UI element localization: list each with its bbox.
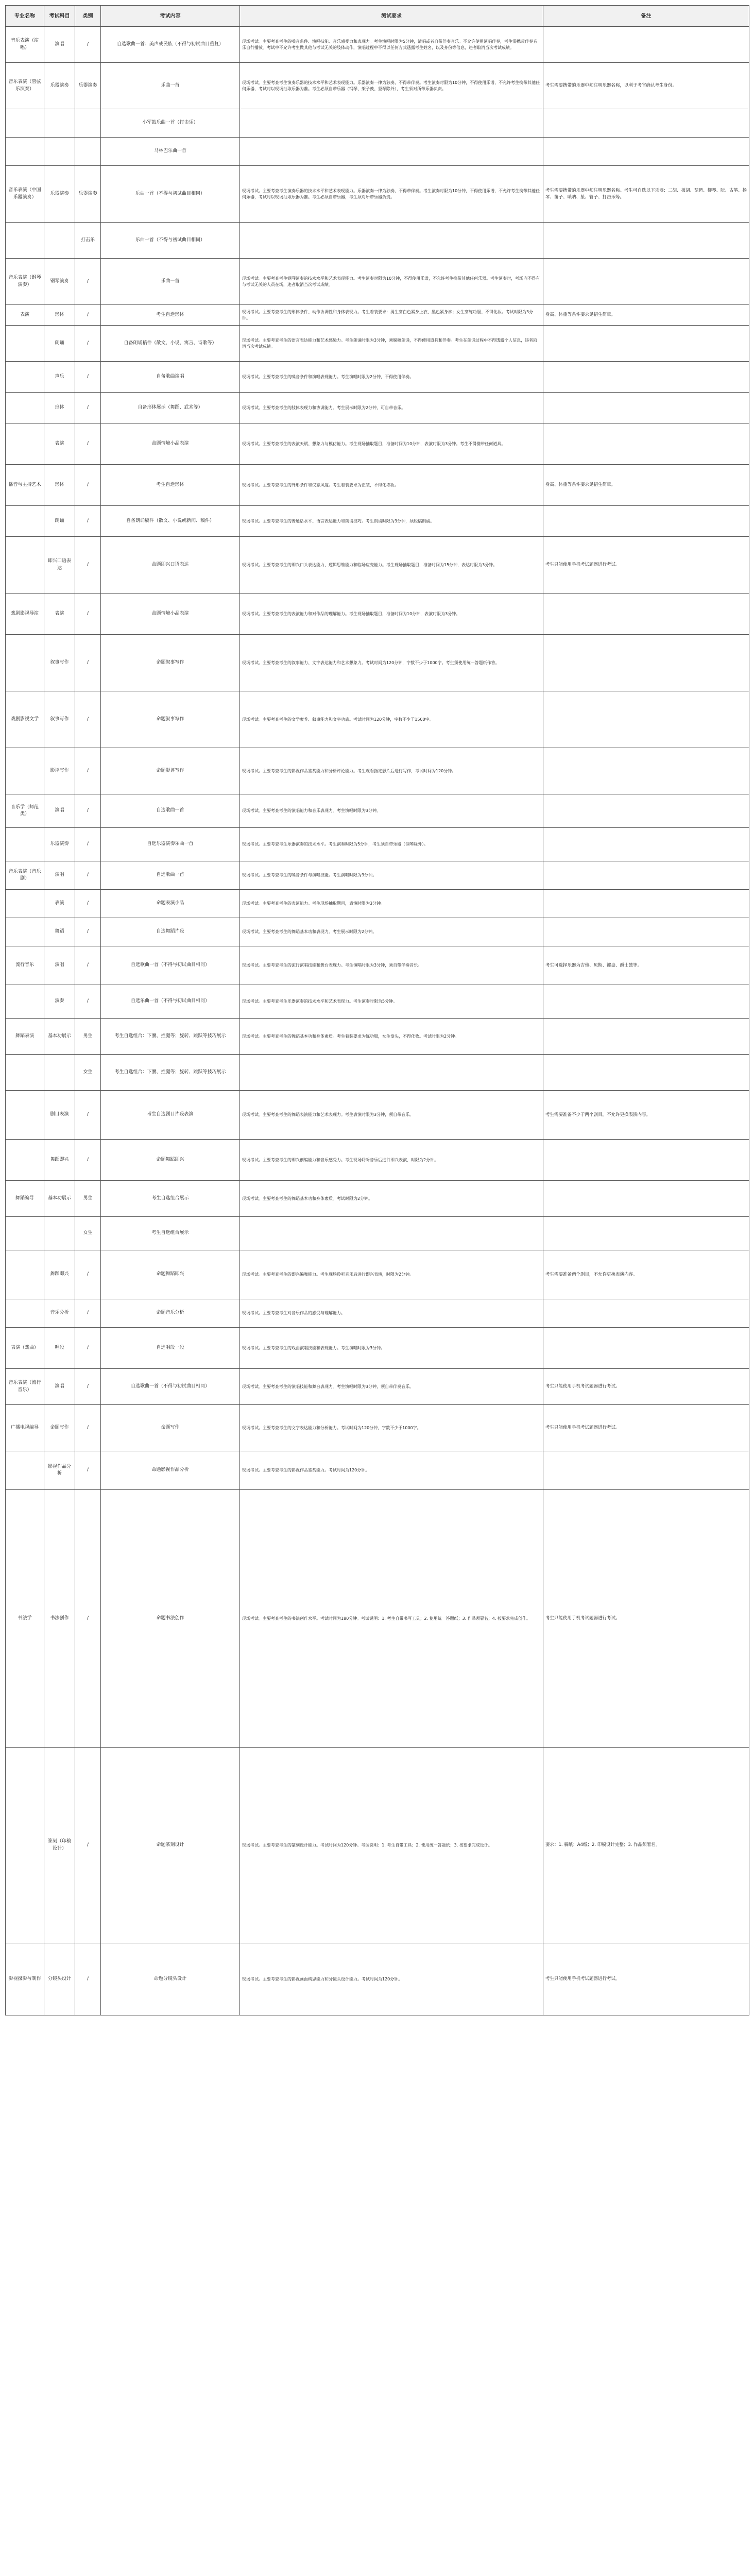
cell-remarks — [543, 1299, 749, 1328]
cell-remarks: 身高、体重等条件要求见招生简章。 — [543, 305, 749, 326]
table-row — [6, 63, 749, 109]
cell-content: 考生自选组合展示 — [101, 1217, 240, 1250]
cell-subject — [44, 1217, 75, 1250]
cell-major — [6, 985, 44, 1019]
cell-content: 考生自选组合：下腰、控腿等；旋转、跳跃等技巧展示 — [101, 1019, 240, 1055]
cell-requirements: 现场考试。主要考查考生的即兴口头表达能力、逻辑思维能力和临场应变能力。考生现场抽取题目，准备时间为15分钟，表达时限为3分钟。 — [240, 537, 543, 594]
cell-category: / — [75, 918, 101, 946]
table-row — [6, 635, 749, 691]
cell-major: 音乐表演（音乐剧） — [6, 861, 44, 890]
table-row — [6, 423, 749, 465]
cell-major — [6, 1091, 44, 1140]
table-row — [6, 1019, 749, 1055]
table-row — [6, 223, 749, 259]
cell-category: / — [75, 1328, 101, 1369]
table-row — [6, 594, 749, 635]
cell-subject: 表演 — [44, 423, 75, 465]
cell-major — [6, 506, 44, 537]
cell-content: 命题即兴口语表达 — [101, 537, 240, 594]
table-header-row — [6, 6, 749, 27]
cell-content: 命题音乐分析 — [101, 1299, 240, 1328]
cell-content: 考生自选组合：下腰、控腿等；旋转、跳跃等技巧展示 — [101, 1055, 240, 1091]
cell-category: / — [75, 27, 101, 63]
cell-major — [6, 423, 44, 465]
cell-requirements: 现场考试。主要考查考生乐器演奏的技术水平和艺术表现力。考生演奏时限为5分钟。 — [240, 985, 543, 1019]
table-row — [6, 465, 749, 506]
cell-remarks — [543, 794, 749, 828]
cell-remarks — [543, 1217, 749, 1250]
table-row — [6, 918, 749, 946]
cell-major: 音乐表演（钢琴演奏） — [6, 259, 44, 305]
cell-category: 乐器演奏 — [75, 63, 101, 109]
cell-content: 乐曲一首（不得与初试曲目相同） — [101, 166, 240, 223]
cell-content: 自备朗诵稿件（散文、小说或新闻、稿件） — [101, 506, 240, 537]
cell-requirements: 现场考试。主要考查考生的舞蹈基本功和身体素质。考生着装要求为练功服，女生盘头，不得化妆。考试时限为2分钟。 — [240, 1019, 543, 1055]
cell-category: / — [75, 1748, 101, 1943]
cell-category: / — [75, 1405, 101, 1451]
cell-major: 音乐表演（管弦乐演奏） — [6, 63, 44, 109]
cell-category: / — [75, 506, 101, 537]
table-row — [6, 691, 749, 748]
cell-subject: 表演 — [44, 890, 75, 918]
cell-subject: 演奏 — [44, 985, 75, 1019]
cell-remarks — [543, 691, 749, 748]
cell-major — [6, 393, 44, 423]
cell-category: / — [75, 362, 101, 393]
cell-remarks — [543, 861, 749, 890]
cell-subject: 声乐 — [44, 362, 75, 393]
cell-category: / — [75, 259, 101, 305]
cell-category: / — [75, 946, 101, 985]
cell-major: 音乐表演（流行音乐） — [6, 1369, 44, 1405]
table-row — [6, 890, 749, 918]
cell-major — [6, 138, 44, 166]
cell-category: / — [75, 326, 101, 362]
cell-remarks: 考生只能使用手机考试题器进行考试。 — [543, 1405, 749, 1451]
header-category: 类别 — [75, 6, 101, 27]
cell-category: / — [75, 465, 101, 506]
cell-remarks — [543, 1181, 749, 1217]
cell-remarks: 考生需要携带的乐器中须注明乐器名称。考生可自选以下乐器：二胡、板胡、琵琶、柳琴、阮、古筝、扬琴、笛子、唢呐、笙、管子、打击乐等。 — [543, 166, 749, 223]
cell-requirements: 现场考试。主要考查考生的舞蹈表演能力和艺术表现力。考生表演时限为3分钟，须自带音乐。 — [240, 1091, 543, 1140]
cell-requirements: 现场考试。主要考查考生的舞蹈基本功和身体素质。考试时限为2分钟。 — [240, 1181, 543, 1217]
cell-requirements: 现场考试。主要考查考生的篆刻设计能力。考试时间为120分钟。考试说明：1. 考生自带工具；2. 使用统一答题纸；3. 按要求完成设计。 — [240, 1748, 543, 1943]
cell-category: / — [75, 393, 101, 423]
cell-major — [6, 537, 44, 594]
cell-content: 命题写作 — [101, 1405, 240, 1451]
cell-category — [75, 109, 101, 138]
cell-subject: 朗诵 — [44, 326, 75, 362]
cell-requirements: 现场考试。主要考查考生的演唱能力和音乐表现力。考生演唱时限为3分钟。 — [240, 794, 543, 828]
cell-content: 自选歌曲一首 — [101, 794, 240, 828]
cell-content: 自选歌曲一首（不得与初试曲目相同） — [101, 1369, 240, 1405]
cell-major — [6, 890, 44, 918]
cell-requirements: 现场考试。主要考查考生的舞蹈基本功和表现力。考生展示时限为2分钟。 — [240, 918, 543, 946]
header-requirements: 测试要求 — [240, 6, 543, 27]
cell-content: 命题舞蹈即兴 — [101, 1250, 240, 1299]
cell-remarks — [543, 362, 749, 393]
cell-requirements: 现场考试。主要考查考生钢琴演奏的技术水平和艺术表现能力。考生演奏时限为10分钟，不得使用乐谱，不允许考生携带其他任何乐器。考生演奏时，考场内不得有与考试无关的人员在场，违者取消当次考试成绩。 — [240, 259, 543, 305]
cell-major: 音乐表演（演唱） — [6, 27, 44, 63]
cell-subject: 演唱 — [44, 861, 75, 890]
table-row — [6, 326, 749, 362]
cell-content: 自选歌曲一首：美声或民族（不得与初试曲目重复） — [101, 27, 240, 63]
table-row — [6, 1181, 749, 1217]
cell-content: 命题叙事写作 — [101, 635, 240, 691]
cell-subject: 音乐分析 — [44, 1299, 75, 1328]
cell-content: 自备歌曲演唱 — [101, 362, 240, 393]
cell-major: 音乐学（师范类） — [6, 794, 44, 828]
cell-category: / — [75, 305, 101, 326]
cell-subject: 演唱 — [44, 1369, 75, 1405]
cell-major: 戏剧影视导演 — [6, 594, 44, 635]
cell-requirements: 现场考试。主要考查考生的文字表达能力和分析能力。考试时间为120分钟，字数不少于1000字。 — [240, 1405, 543, 1451]
table-row — [6, 1250, 749, 1299]
cell-category: / — [75, 423, 101, 465]
table-row — [6, 537, 749, 594]
cell-requirements: 现场考试。主要考查考生的叙事能力、文字表达能力和艺术想象力。考试时间为120分钟，字数不少于1000字。考生须使用统一答题纸作答。 — [240, 635, 543, 691]
cell-subject: 舞蹈即兴 — [44, 1250, 75, 1299]
cell-major: 表演 — [6, 305, 44, 326]
cell-requirements: 现场考试。主要考查考生乐器演奏的技术水平。考生演奏时限为5分钟，考生须自带乐器（钢琴除外）。 — [240, 828, 543, 861]
table-row — [6, 1943, 749, 2015]
cell-requirements: 现场考试。主要考查考生的戏曲演唱技能和表现能力。考生演唱时限为3分钟。 — [240, 1328, 543, 1369]
cell-remarks: 考生只能使用手机考试题器进行考试。 — [543, 1369, 749, 1405]
cell-remarks: 考生需要准备两个剧目，不允许更换表演内容。 — [543, 1250, 749, 1299]
cell-remarks: 考生只能使用手机考试题器进行考试。 — [543, 1943, 749, 2015]
cell-category: / — [75, 635, 101, 691]
cell-subject: 乐器演奏 — [44, 828, 75, 861]
cell-major — [6, 1055, 44, 1091]
table-row — [6, 138, 749, 166]
cell-content: 命题篆刻设计 — [101, 1748, 240, 1943]
cell-major: 广播电视编导 — [6, 1405, 44, 1451]
table-row — [6, 27, 749, 63]
table-row — [6, 794, 749, 828]
cell-remarks: 考生只能使用手机考试题器进行考试。 — [543, 1490, 749, 1748]
cell-remarks: 考生需要携带的乐器中须注明乐器名称，以利于考官确认考生身份。 — [543, 63, 749, 109]
table-row — [6, 166, 749, 223]
table-row — [6, 1405, 749, 1451]
cell-major — [6, 109, 44, 138]
table-row — [6, 1091, 749, 1140]
cell-content: 命题表演小品 — [101, 890, 240, 918]
cell-category: 男生 — [75, 1019, 101, 1055]
cell-category: / — [75, 691, 101, 748]
cell-subject — [44, 109, 75, 138]
cell-content: 命题分镜头设计 — [101, 1943, 240, 2015]
cell-remarks — [543, 1055, 749, 1091]
cell-content: 自选乐器演奏乐曲一首 — [101, 828, 240, 861]
cell-requirements: 现场考试。主要考查考生的外形条件和仪态风度。考生着装要求为正装，不得化浓妆。 — [240, 465, 543, 506]
cell-requirements: 现场考试。主要考查考生的即兴编舞能力。考生现场聆听音乐后进行即兴表演，时限为2分钟。 — [240, 1250, 543, 1299]
cell-content: 自选歌曲一首（不得与初试曲目相同） — [101, 946, 240, 985]
cell-content: 自备形体展示（舞蹈、武术等） — [101, 393, 240, 423]
cell-major: 播音与主持艺术 — [6, 465, 44, 506]
cell-requirements: 现场考试。主要考查考生的嗓音条件与演唱技能。考生演唱时限为3分钟。 — [240, 861, 543, 890]
cell-content: 自选唱段一段 — [101, 1328, 240, 1369]
cell-category: / — [75, 1091, 101, 1140]
cell-requirements — [240, 138, 543, 166]
cell-requirements: 现场考试。主要考查考生的文学素养、叙事能力和文字功底。考试时间为120分钟，字数不少于1500字。 — [240, 691, 543, 748]
cell-major — [6, 1140, 44, 1181]
table-row — [6, 393, 749, 423]
cell-requirements: 现场考试。主要考查考生的表演天赋、想象力与模仿能力。考生现场抽取题目，准备时间为10分钟，表演时限为3分钟。考生不得携带任何道具。 — [240, 423, 543, 465]
cell-major: 书法学 — [6, 1490, 44, 1748]
table-row — [6, 946, 749, 985]
cell-requirements: 现场考试。主要考查考生的表演能力。考生现场抽取题目，表演时限为3分钟。 — [240, 890, 543, 918]
cell-requirements: 现场考试。主要考查考生的书法创作水平。考试时间为180分钟。考试说明：1. 考生自带书写工具；2. 使用统一答题纸；3. 作品须署名；4. 按要求完成创作。 — [240, 1490, 543, 1748]
cell-category: / — [75, 1490, 101, 1748]
header-remarks: 备注 — [543, 6, 749, 27]
cell-requirements: 现场考试。主要考查考生的影视画面构思能力和分镜头设计能力。考试时间为120分钟。 — [240, 1943, 543, 2015]
cell-remarks: 身高、体重等条件要求见招生简章。 — [543, 465, 749, 506]
cell-major — [6, 223, 44, 259]
cell-category: / — [75, 1299, 101, 1328]
cell-category: / — [75, 985, 101, 1019]
cell-subject: 朗诵 — [44, 506, 75, 537]
cell-category: / — [75, 1369, 101, 1405]
table-row — [6, 109, 749, 138]
table-row — [6, 259, 749, 305]
cell-major: 影视摄影与制作 — [6, 1943, 44, 2015]
cell-major — [6, 1451, 44, 1490]
table-row — [6, 1299, 749, 1328]
cell-subject — [44, 223, 75, 259]
cell-category — [75, 138, 101, 166]
cell-remarks — [543, 259, 749, 305]
cell-remarks — [543, 890, 749, 918]
cell-category: / — [75, 1451, 101, 1490]
cell-major — [6, 326, 44, 362]
cell-subject: 书法创作 — [44, 1490, 75, 1748]
cell-category: / — [75, 1140, 101, 1181]
cell-requirements: 现场考试。主要考查考生演奏乐器的技术水平和艺术表现能力。乐器演奏一律为独奏，不得带伴奏。考生演奏时限为10分钟，不得使用乐谱，不允许考生携带其他任何乐器，考试时以现场抽取乐器为准。考生必须自带乐器，考生须对所带乐器负责。 — [240, 166, 543, 223]
cell-category: / — [75, 890, 101, 918]
table-body — [6, 27, 749, 2015]
cell-major — [6, 748, 44, 794]
cell-remarks — [543, 594, 749, 635]
cell-requirements: 现场考试。主要考查考生的影视作品鉴赏能力。考试时间为120分钟。 — [240, 1451, 543, 1490]
table-row — [6, 748, 749, 794]
cell-subject: 钢琴演奏 — [44, 259, 75, 305]
cell-category: 女生 — [75, 1055, 101, 1091]
cell-category: / — [75, 594, 101, 635]
cell-requirements: 现场考试。主要考查考生演奏乐器的技术水平和艺术表现能力。乐器演奏一律为独奏，不得带伴奏。考生演奏时限为10分钟，不得使用乐谱，不允许考生携带其他任何乐器，考试时以现场抽取乐器为准。考生必须自带乐器（钢琴、架子鼓、竖琴除外），考生须对所带乐器负责。 — [240, 63, 543, 109]
cell-major: 舞蹈表演 — [6, 1019, 44, 1055]
cell-requirements — [240, 1055, 543, 1091]
cell-content: 考生自选剧目片段表演 — [101, 1091, 240, 1140]
table-row — [6, 985, 749, 1019]
cell-requirements: 现场考试。主要考查考生的普通话水平、语言表达能力和朗诵技巧。考生朗诵时限为3分钟，须脱稿朗诵。 — [240, 506, 543, 537]
cell-requirements: 现场考试。主要考查考生的肢体表现力和协调能力。考生展示时限为2分钟，可自带音乐。 — [240, 393, 543, 423]
cell-requirements: 现场考试。主要考查考生的表演能力和对作品的理解能力。考生现场抽取题目，准备时间为10分钟，表演时限为3分钟。 — [240, 594, 543, 635]
cell-content: 乐曲一首 — [101, 63, 240, 109]
cell-requirements — [240, 1217, 543, 1250]
table-row — [6, 1369, 749, 1405]
cell-content: 命题影视作品分析 — [101, 1451, 240, 1490]
cell-requirements — [240, 223, 543, 259]
table-row — [6, 828, 749, 861]
cell-content: 马林巴乐曲一首 — [101, 138, 240, 166]
cell-subject: 舞蹈 — [44, 918, 75, 946]
cell-major: 表演（戏曲） — [6, 1328, 44, 1369]
table-row — [6, 1748, 749, 1943]
cell-category: / — [75, 828, 101, 861]
cell-category: / — [75, 537, 101, 594]
cell-content: 命题叙事写作 — [101, 691, 240, 748]
cell-subject: 演唱 — [44, 946, 75, 985]
cell-content: 自选舞蹈片段 — [101, 918, 240, 946]
cell-subject: 表演 — [44, 594, 75, 635]
cell-requirements: 现场考试。主要考查考生的影视作品鉴赏能力和分析评论能力。考生观看指定影片后进行写作，考试时间为120分钟。 — [240, 748, 543, 794]
cell-subject: 演唱 — [44, 27, 75, 63]
cell-remarks: 考生只能使用手机考试题器进行考试。 — [543, 537, 749, 594]
table-row — [6, 1328, 749, 1369]
cell-content: 考生自选形体 — [101, 465, 240, 506]
cell-requirements: 现场考试。主要考查考生的即兴创编能力和音乐感受力。考生现场聆听音乐后进行即兴表演，时限为2分钟。 — [240, 1140, 543, 1181]
cell-subject: 乐器演奏 — [44, 63, 75, 109]
cell-content: 命题情境小品表演 — [101, 423, 240, 465]
header-content: 考试内容 — [101, 6, 240, 27]
cell-remarks — [543, 1140, 749, 1181]
cell-subject: 唱段 — [44, 1328, 75, 1369]
cell-subject: 乐器演奏 — [44, 166, 75, 223]
cell-major: 戏剧影视文学 — [6, 691, 44, 748]
cell-requirements: 现场考试。主要考查考生的嗓音条件和演唱表现能力。考生演唱时限为2分钟，不得使用伴奏。 — [240, 362, 543, 393]
header-major: 专业名称 — [6, 6, 44, 27]
cell-content: 自选乐曲一首（不得与初试曲目相同） — [101, 985, 240, 1019]
cell-remarks — [543, 1451, 749, 1490]
cell-content: 考生自选形体 — [101, 305, 240, 326]
table-row — [6, 1490, 749, 1748]
table-row — [6, 1451, 749, 1490]
cell-major — [6, 1299, 44, 1328]
cell-major — [6, 362, 44, 393]
cell-subject: 形体 — [44, 305, 75, 326]
cell-requirements: 现场考试。主要考查考生的流行演唱技能和舞台表现力。考生演唱时限为3分钟，须自带伴奏音乐。 — [240, 946, 543, 985]
cell-category: / — [75, 1943, 101, 2015]
cell-major — [6, 828, 44, 861]
cell-subject: 命题写作 — [44, 1405, 75, 1451]
table-row — [6, 362, 749, 393]
cell-subject: 影视作品分析 — [44, 1451, 75, 1490]
cell-subject: 篆刻（印稿设计） — [44, 1748, 75, 1943]
table-row — [6, 1140, 749, 1181]
cell-content: 乐曲一首（不得与初试曲目相同） — [101, 223, 240, 259]
cell-remarks — [543, 109, 749, 138]
cell-subject: 形体 — [44, 393, 75, 423]
cell-category: 女生 — [75, 1217, 101, 1250]
cell-subject: 舞蹈即兴 — [44, 1140, 75, 1181]
table-row — [6, 1217, 749, 1250]
table-row — [6, 305, 749, 326]
cell-major: 舞蹈编导 — [6, 1181, 44, 1217]
cell-major — [6, 635, 44, 691]
cell-subject: 剧目表演 — [44, 1091, 75, 1140]
cell-category: 男生 — [75, 1181, 101, 1217]
cell-major — [6, 1250, 44, 1299]
cell-subject: 影评写作 — [44, 748, 75, 794]
cell-subject: 基本功展示 — [44, 1019, 75, 1055]
cell-requirements: 现场考试。主要考查考生对音乐作品的感受与理解能力。 — [240, 1299, 543, 1328]
cell-content: 命题情境小品表演 — [101, 594, 240, 635]
cell-content: 自选歌曲一首 — [101, 861, 240, 890]
table-row — [6, 861, 749, 890]
cell-content: 乐曲一首 — [101, 259, 240, 305]
cell-major — [6, 1748, 44, 1943]
cell-major: 音乐表演（中国乐器演奏） — [6, 166, 44, 223]
cell-remarks: 考生需要准备不少于两个剧目，不允许更换表演内容。 — [543, 1091, 749, 1140]
cell-requirements — [240, 109, 543, 138]
cell-remarks — [543, 506, 749, 537]
cell-category: 乐器演奏 — [75, 166, 101, 223]
cell-remarks — [543, 326, 749, 362]
cell-subject — [44, 138, 75, 166]
cell-category: / — [75, 748, 101, 794]
cell-requirements: 现场考试。主要考查考生的语言表达能力和艺术感染力。考生朗诵时限为3分钟，须脱稿朗诵，不得使用道具和伴奏。考生在朗诵过程中不得透露个人信息，违者取消当次考试成绩。 — [240, 326, 543, 362]
cell-content: 命题影评写作 — [101, 748, 240, 794]
cell-remarks — [543, 985, 749, 1019]
cell-subject: 分镜头设计 — [44, 1943, 75, 2015]
cell-remarks — [543, 138, 749, 166]
cell-remarks — [543, 635, 749, 691]
cell-remarks — [543, 223, 749, 259]
cell-remarks — [543, 748, 749, 794]
cell-major: 流行音乐 — [6, 946, 44, 985]
header-subject: 考试科目 — [44, 6, 75, 27]
cell-category: 打击乐 — [75, 223, 101, 259]
cell-remarks — [543, 27, 749, 63]
cell-category: / — [75, 861, 101, 890]
cell-requirements: 现场考试。主要考查考生的演唱技能和舞台表现力。考生演唱时限为3分钟，须自带伴奏音乐。 — [240, 1369, 543, 1405]
cell-content: 自备朗诵稿件（散文、小说、寓言、诗歌等） — [101, 326, 240, 362]
cell-major — [6, 918, 44, 946]
cell-subject: 叙事写作 — [44, 691, 75, 748]
cell-remarks — [543, 423, 749, 465]
cell-subject: 叙事写作 — [44, 635, 75, 691]
cell-remarks — [543, 828, 749, 861]
cell-remarks — [543, 918, 749, 946]
table-row — [6, 506, 749, 537]
exam-requirements-table — [5, 5, 749, 2015]
cell-subject: 形体 — [44, 465, 75, 506]
cell-remarks — [543, 1328, 749, 1369]
cell-remarks — [543, 393, 749, 423]
cell-content: 考生自选组合展示 — [101, 1181, 240, 1217]
cell-remarks: 考生可选择乐器为吉他、贝斯、键盘、爵士鼓等。 — [543, 946, 749, 985]
cell-category: / — [75, 1250, 101, 1299]
cell-subject — [44, 1055, 75, 1091]
cell-subject: 即兴口语表达 — [44, 537, 75, 594]
cell-requirements: 现场考试。主要考查考生的形体条件、动作协调性和身体表现力。考生着装要求：男生穿白色紧身上衣、黑色紧身裤；女生穿练功服、不得化妆。考试时限为3分钟。 — [240, 305, 543, 326]
cell-category: / — [75, 794, 101, 828]
table-row — [6, 1055, 749, 1091]
cell-remarks: 要求：1. 稿纸：A4纸；2. 印稿设计完整；3. 作品须署名。 — [543, 1748, 749, 1943]
cell-remarks — [543, 1019, 749, 1055]
cell-subject: 演唱 — [44, 794, 75, 828]
cell-subject: 基本功展示 — [44, 1181, 75, 1217]
cell-content: 小军鼓乐曲一首（打击乐） — [101, 109, 240, 138]
cell-content: 命题书法创作 — [101, 1490, 240, 1748]
cell-major — [6, 1217, 44, 1250]
cell-content: 命题舞蹈即兴 — [101, 1140, 240, 1181]
cell-requirements: 现场考试。主要考查考生的嗓音条件、演唱技能、音乐感受力和表现力。考生演唱时限为5分钟，清唱或者自带伴奏音乐。不允许使用演唱伴奏，考生需携带伴奏音乐自行播放。考试中不允许考生做其他与考试无关的肢体动作，演唱过程中不得以任何方式透露考生姓名，以及身份等信息，违者取消当次考试成绩。 — [240, 27, 543, 63]
